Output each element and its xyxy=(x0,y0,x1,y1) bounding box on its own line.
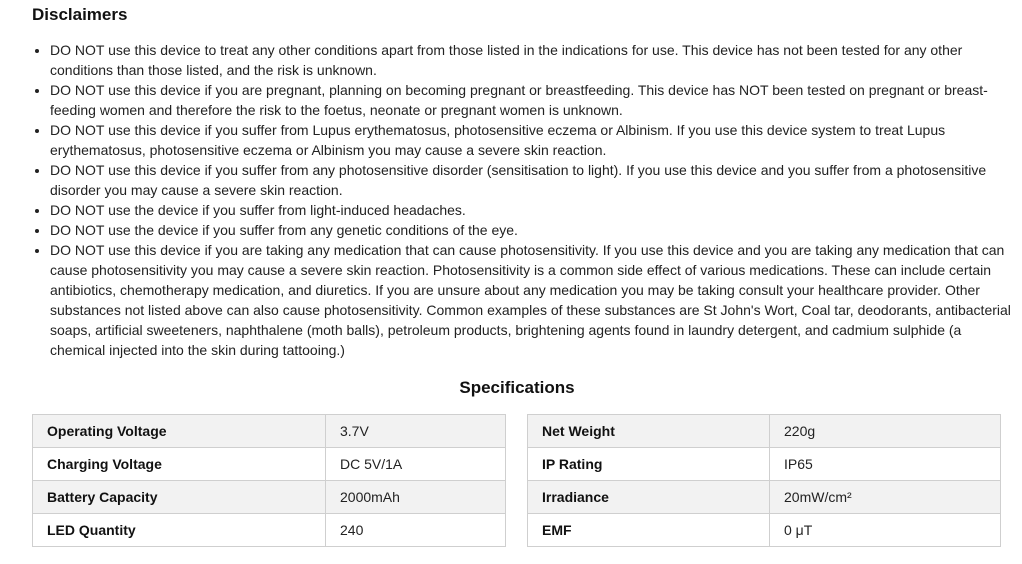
specifications-table-left xyxy=(32,414,506,547)
spec-value: 20mW/cm² xyxy=(770,481,1001,514)
table-row xyxy=(33,514,506,547)
disclaimer-item: • DO NOT use this device if you suffer from Lupus erythematosus, photosensitive eczema or Albinism. If you use this device system to treat Lupus erythematosus, photosensitive eczema or Albinism you may cause a severe skin reaction. xyxy=(50,120,1012,160)
spec-value: IP65 xyxy=(770,448,1001,481)
table-row xyxy=(33,448,506,481)
specifications-heading: Specifications xyxy=(459,378,575,397)
table-row xyxy=(33,481,506,514)
spec-value: DC 5V/1A xyxy=(326,448,506,481)
spec-value: 2000mAh xyxy=(326,481,506,514)
disclaimer-item: • DO NOT use the device if you suffer from light-induced headaches. xyxy=(50,200,1012,220)
spec-label: IP Rating xyxy=(528,448,770,481)
disclaimer-item: • DO NOT use this device if you are pregnant, planning on becoming pregnant or breastfeeding. This device has NOT been tested on pregnant or breast-feeding women and therefore the risk to the foetus, neonate or pregnant women is unknown. xyxy=(50,80,1012,120)
disclaimer-item: • DO NOT use this device if you suffer from any photosensitive disorder (sensitisation to light). If you use this device and you suffer from a photosensitive disorder you may cause a severe skin reaction. xyxy=(50,160,1012,200)
spec-value: 240 xyxy=(326,514,506,547)
spec-label: LED Quantity xyxy=(33,514,326,547)
table-row xyxy=(528,415,1001,448)
specifications-table-right xyxy=(527,414,1001,547)
table-row xyxy=(528,448,1001,481)
spec-label: Charging Voltage xyxy=(33,448,326,481)
spec-label: EMF xyxy=(528,514,770,547)
disclaimer-item: • DO NOT use the device if you suffer from any genetic conditions of the eye. xyxy=(50,220,1012,240)
spec-value: 0 μT xyxy=(770,514,1001,547)
table-row xyxy=(528,481,1001,514)
disclaimers-heading: Disclaimers xyxy=(32,5,128,24)
spec-label: Net Weight xyxy=(528,415,770,448)
spec-label: Irradiance xyxy=(528,481,770,514)
spec-value: 3.7V xyxy=(326,415,506,448)
disclaimer-item: • DO NOT use this device to treat any other conditions apart from those listed in the indications for use. This device has not been tested for any other conditions than those listed, and the risk is unknown. xyxy=(50,40,1012,80)
disclaimers-list xyxy=(28,40,1012,360)
spec-label: Battery Capacity xyxy=(33,481,326,514)
disclaimer-item: • DO NOT use this device if you are taking any medication that can cause photosensitivity. If you use this device and you are taking any medication that can cause photosensitivity you may cause a severe skin reaction. Photosensitivity is a common side effect of various medications. These can include certain antibiotics, chemotherapy medication, and diuretics. If you are unsure about any medication you may be taking consult your healthcare provider. Other substances not listed above can also cause photosensitivity. Common examples of these substances are St John's Wort, Coal tar, deodorants, antibacterial soaps, artificial sweeteners, naphthalene (moth balls), petroleum products, brightening agents found in laundry detergent, and cadmium sulphide (a chemical injected into the skin during tattooing.) xyxy=(50,240,1012,360)
table-row xyxy=(33,415,506,448)
spec-value: 220g xyxy=(770,415,1001,448)
spec-label: Operating Voltage xyxy=(33,415,326,448)
table-row xyxy=(528,514,1001,547)
